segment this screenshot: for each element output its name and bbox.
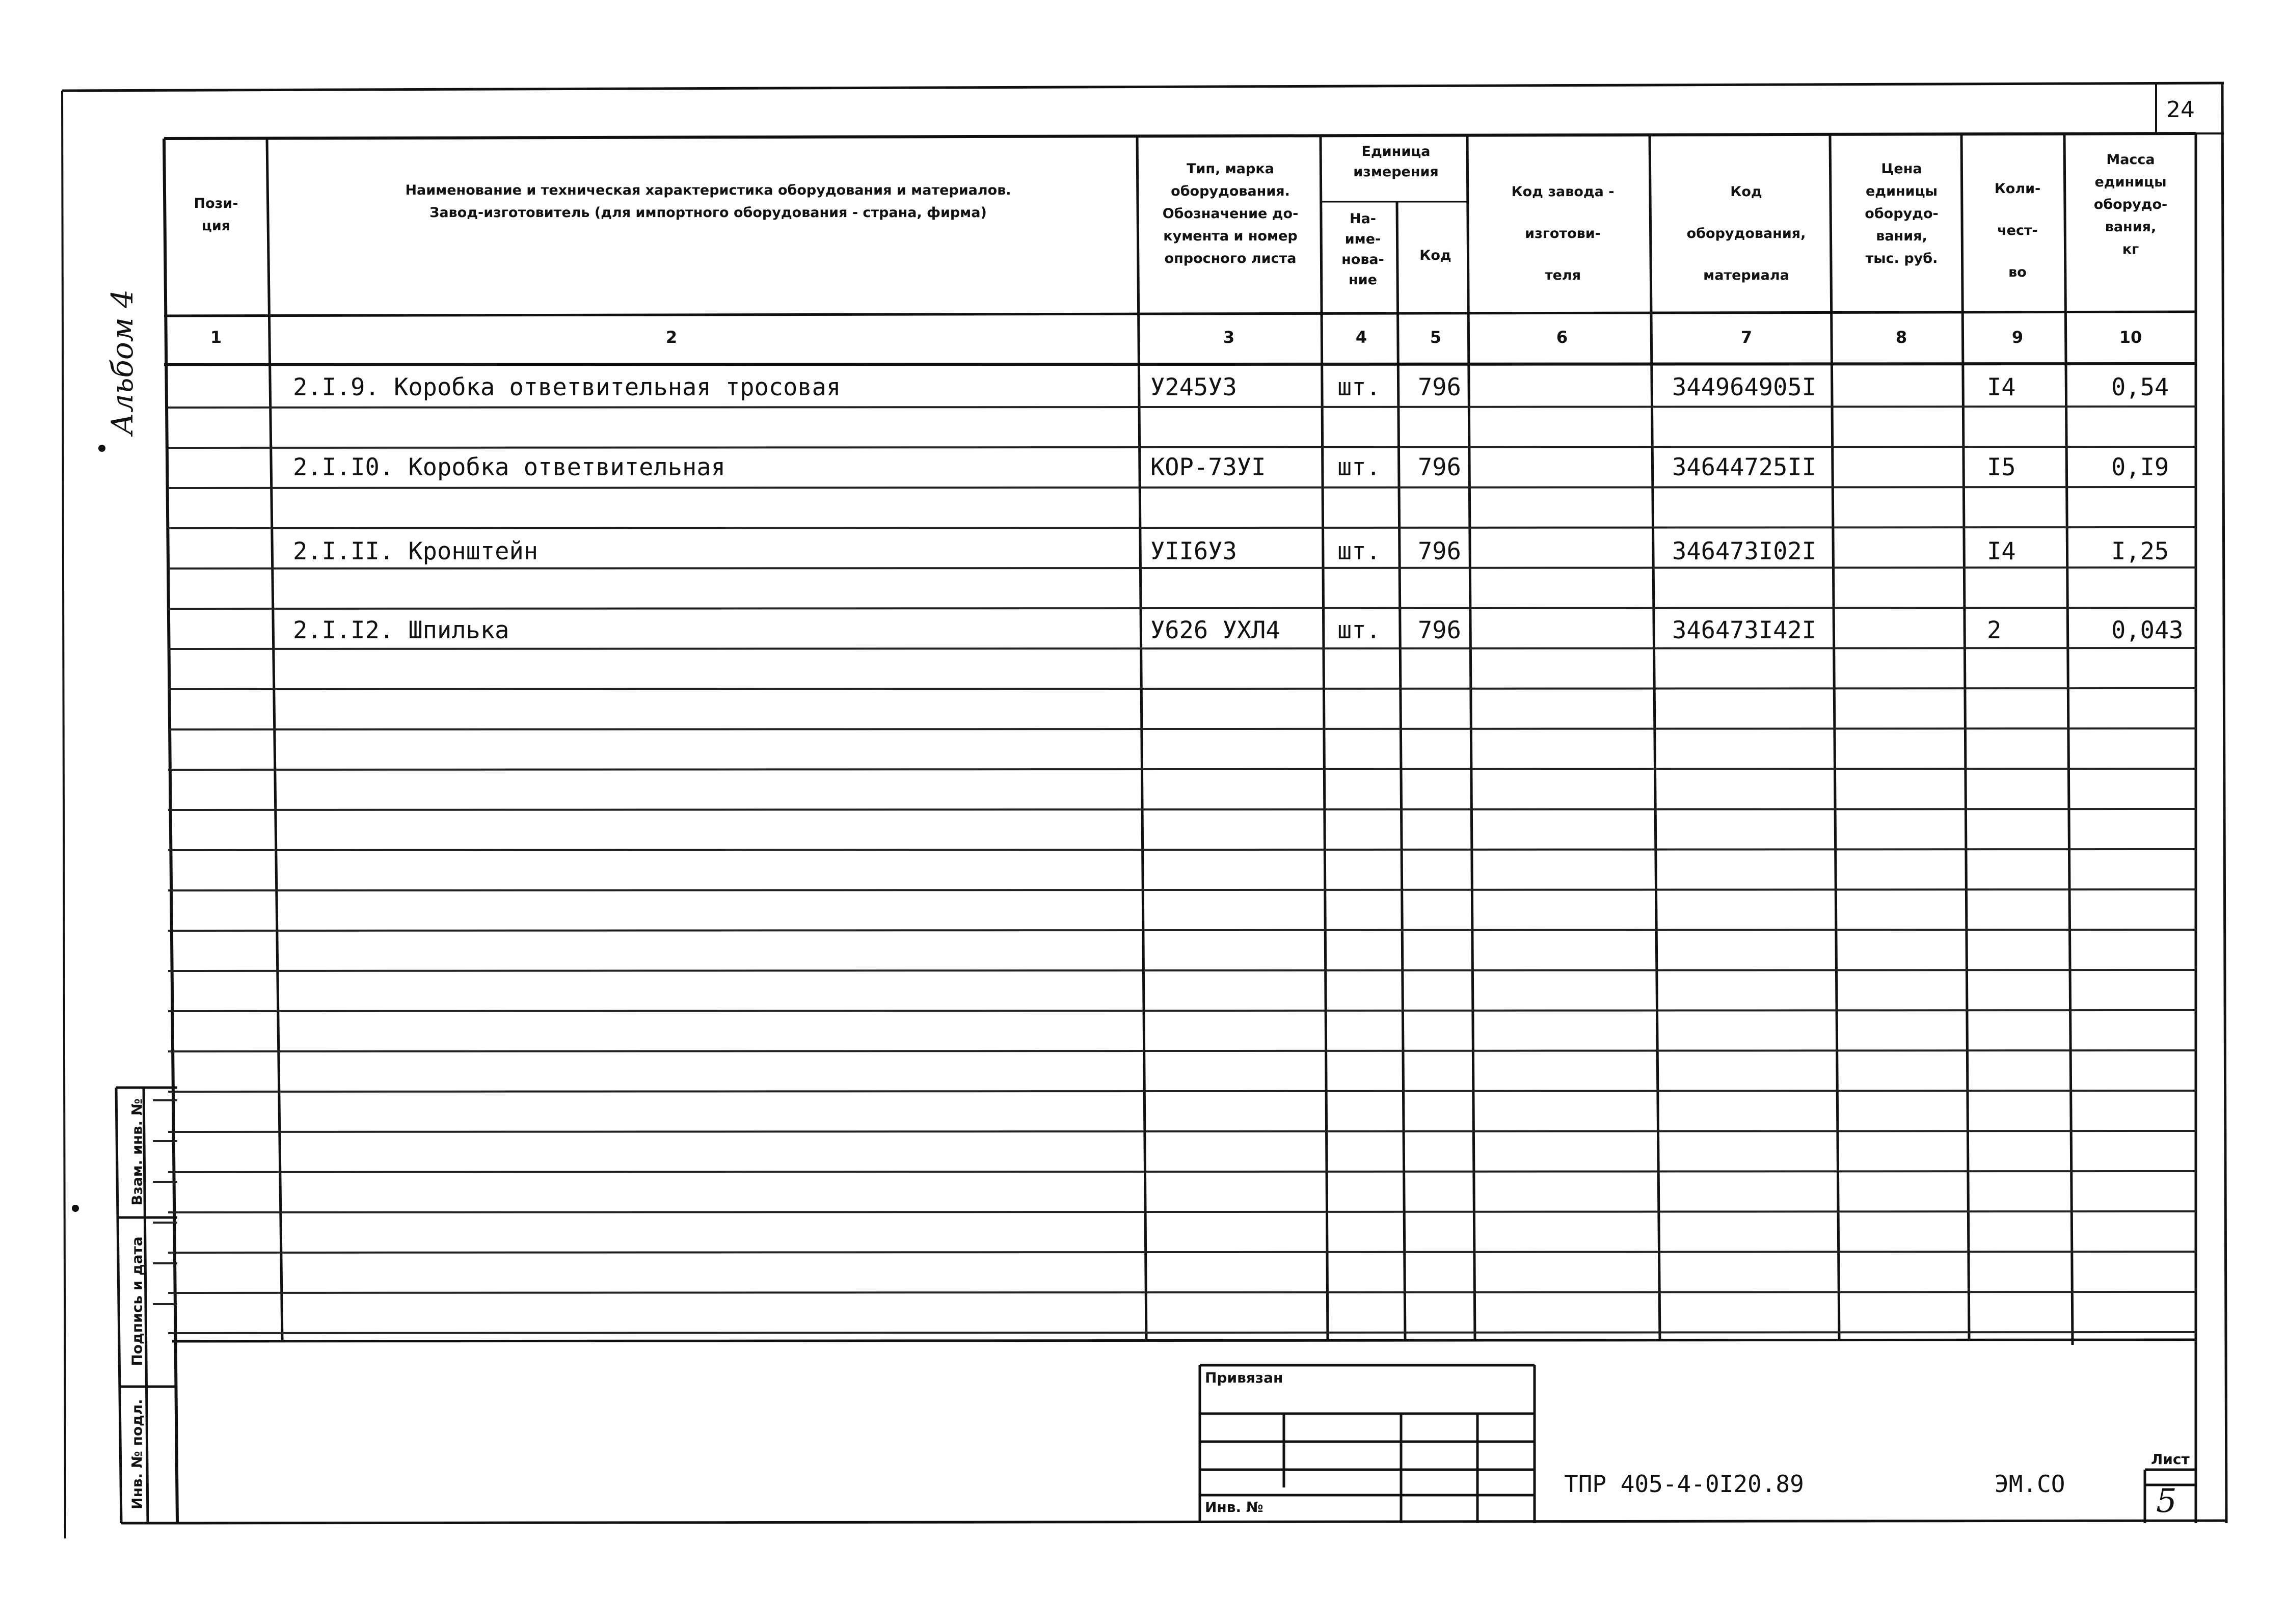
row-equipment-code: 344964905I xyxy=(1672,373,1816,401)
header-line: ние xyxy=(1349,272,1377,288)
header-mass xyxy=(2069,149,2192,261)
header-line: оборудо- xyxy=(1865,206,1939,222)
title-sheet-label: Лист xyxy=(2151,1451,2190,1468)
header-price xyxy=(1837,158,1967,270)
sheet-number-top: 24 xyxy=(2166,97,2195,123)
row-name: 2.I.II. Кронштейн xyxy=(293,537,539,565)
header-unit-code xyxy=(1404,245,1467,267)
row-unit: шт. xyxy=(1337,537,1381,565)
header-line: Код завода - xyxy=(1511,184,1615,200)
header-line: Код xyxy=(1730,184,1762,200)
header-line: опросного листа xyxy=(1164,251,1297,266)
header-name xyxy=(285,179,1131,224)
row-line xyxy=(168,1131,2196,1132)
column-number: 5 xyxy=(1430,328,1442,347)
row-line xyxy=(168,728,2196,729)
header-line: Масса xyxy=(2106,152,2155,168)
header-line: Тип, марка xyxy=(1187,161,1274,177)
stamp-inv-podl: Инв. № подл. xyxy=(128,1399,146,1509)
row-name: 2.I.I2. Шпилька xyxy=(293,616,509,644)
header-line: вания, xyxy=(1876,228,1927,244)
column-number: 3 xyxy=(1223,328,1235,347)
row-line xyxy=(168,809,2196,810)
row-name: 2.I.9. Коробка ответвительная тросовая xyxy=(293,373,841,401)
row-name: 2.I.I0. Коробка ответвительная xyxy=(293,453,725,481)
header-line: кумента и номер xyxy=(1163,228,1298,244)
header-line: оборудования, xyxy=(1686,226,1806,241)
header-line: име- xyxy=(1344,231,1381,247)
header-line: Цена xyxy=(1881,161,1922,177)
header-line: единицы xyxy=(1865,183,1938,199)
row-line xyxy=(168,527,2196,528)
header-line: вания, xyxy=(2105,219,2157,235)
row-type: КОР-73УI xyxy=(1150,453,1266,481)
title-sheet-value: 5 xyxy=(2156,1482,2177,1520)
header-unit-name xyxy=(1325,209,1401,290)
column-number: 1 xyxy=(210,328,222,347)
row-unit: шт. xyxy=(1337,616,1381,644)
header-line: Код xyxy=(1419,248,1451,263)
header-line: измерения xyxy=(1353,164,1439,180)
header-line: Пози- xyxy=(194,196,238,211)
row-line xyxy=(168,1050,2196,1051)
row-mass: 0,54 xyxy=(2111,373,2169,401)
header-line: чест- xyxy=(1997,223,2038,238)
row-unit-code: 796 xyxy=(1418,453,1461,481)
row-quantity: 2 xyxy=(1987,616,2002,644)
header-line: единицы xyxy=(2094,174,2167,190)
header-line: Завод-изготовитель (для импортного оборудования - страна, фирма) xyxy=(429,205,987,221)
row-mass: 0,043 xyxy=(2111,616,2184,644)
row-line xyxy=(168,1010,2196,1011)
header-line: Наименование и техническая характеристика оборудования и материалов. xyxy=(405,182,1011,198)
row-line xyxy=(168,930,2196,931)
row-line xyxy=(168,688,2196,689)
row-line xyxy=(168,608,2196,609)
header-line: ция xyxy=(201,218,231,234)
row-quantity: I4 xyxy=(1987,373,2016,401)
column-number: 10 xyxy=(2119,328,2142,347)
title-privyazan: Привязан xyxy=(1205,1369,1283,1386)
row-line xyxy=(168,1171,2196,1172)
header-plant-code xyxy=(1475,171,1651,296)
row-quantity: I4 xyxy=(1987,537,2016,565)
header-line: На- xyxy=(1349,211,1377,227)
header-unit-group xyxy=(1325,142,1467,182)
row-type: У245У3 xyxy=(1150,373,1237,401)
row-line xyxy=(168,970,2196,971)
header-line: нова- xyxy=(1341,252,1384,267)
row-line xyxy=(168,487,2196,488)
header-line: во xyxy=(2008,264,2027,280)
title-doc-code: ТПР 405-4-0I20.89 xyxy=(1564,1470,1804,1498)
header-type xyxy=(1141,158,1320,270)
row-quantity: I5 xyxy=(1987,453,2016,481)
row-line xyxy=(168,1292,2196,1293)
row-line xyxy=(168,889,2196,890)
column-number: 2 xyxy=(665,328,678,347)
row-line xyxy=(168,1332,2196,1333)
header-line: оборудо- xyxy=(2093,197,2168,212)
header-line: кг xyxy=(2122,241,2139,257)
column-number: 4 xyxy=(1355,328,1367,347)
header-position xyxy=(171,193,261,237)
row-line xyxy=(168,1091,2196,1092)
header-line: Коли- xyxy=(1994,181,2041,197)
row-line xyxy=(168,849,2196,850)
row-type: У626 УХЛ4 xyxy=(1150,616,1280,644)
header-line: Единица xyxy=(1361,144,1431,159)
row-line xyxy=(168,1211,2196,1212)
header-line: изготови- xyxy=(1525,226,1601,241)
row-unit: шт. xyxy=(1337,453,1381,481)
row-equipment-code: 34644725II xyxy=(1672,453,1816,481)
header-line: материала xyxy=(1703,267,1789,283)
column-number: 9 xyxy=(2011,328,2024,347)
column-number: 7 xyxy=(1740,328,1753,347)
stamp-vzam-inv: Взам. инв. № xyxy=(128,1098,146,1206)
header-quantity xyxy=(1967,168,2068,293)
row-line xyxy=(168,407,2196,408)
header-line: Обозначение до- xyxy=(1162,206,1299,222)
row-line xyxy=(168,1252,2196,1253)
row-line xyxy=(168,567,2196,569)
row-unit-code: 796 xyxy=(1418,616,1461,644)
header-equipment-code xyxy=(1658,171,1834,296)
title-inv-no: Инв. № xyxy=(1205,1499,1263,1515)
header-line: тыс. руб. xyxy=(1865,251,1938,266)
album-note: Альбом 4 xyxy=(105,289,140,435)
row-mass: 0,I9 xyxy=(2111,453,2169,481)
row-mass: I,25 xyxy=(2111,537,2169,565)
row-line xyxy=(168,648,2196,649)
stamp-podpis-data: Подпись и дата xyxy=(128,1236,146,1366)
row-unit-code: 796 xyxy=(1418,537,1461,565)
row-unit-code: 796 xyxy=(1418,373,1461,401)
header-line: оборудования. xyxy=(1171,183,1290,199)
header-line: теля xyxy=(1544,267,1581,283)
row-type: УII6У3 xyxy=(1150,537,1237,565)
row-equipment-code: 346473I42I xyxy=(1672,616,1816,644)
column-number: 8 xyxy=(1895,328,1907,347)
column-number: 6 xyxy=(1556,328,1568,347)
row-equipment-code: 346473I02I xyxy=(1672,537,1816,565)
row-line xyxy=(168,447,2196,448)
row-line xyxy=(168,769,2196,770)
row-unit: шт. xyxy=(1337,373,1381,401)
title-doc-mark: ЭМ.СО xyxy=(1995,1470,2065,1498)
